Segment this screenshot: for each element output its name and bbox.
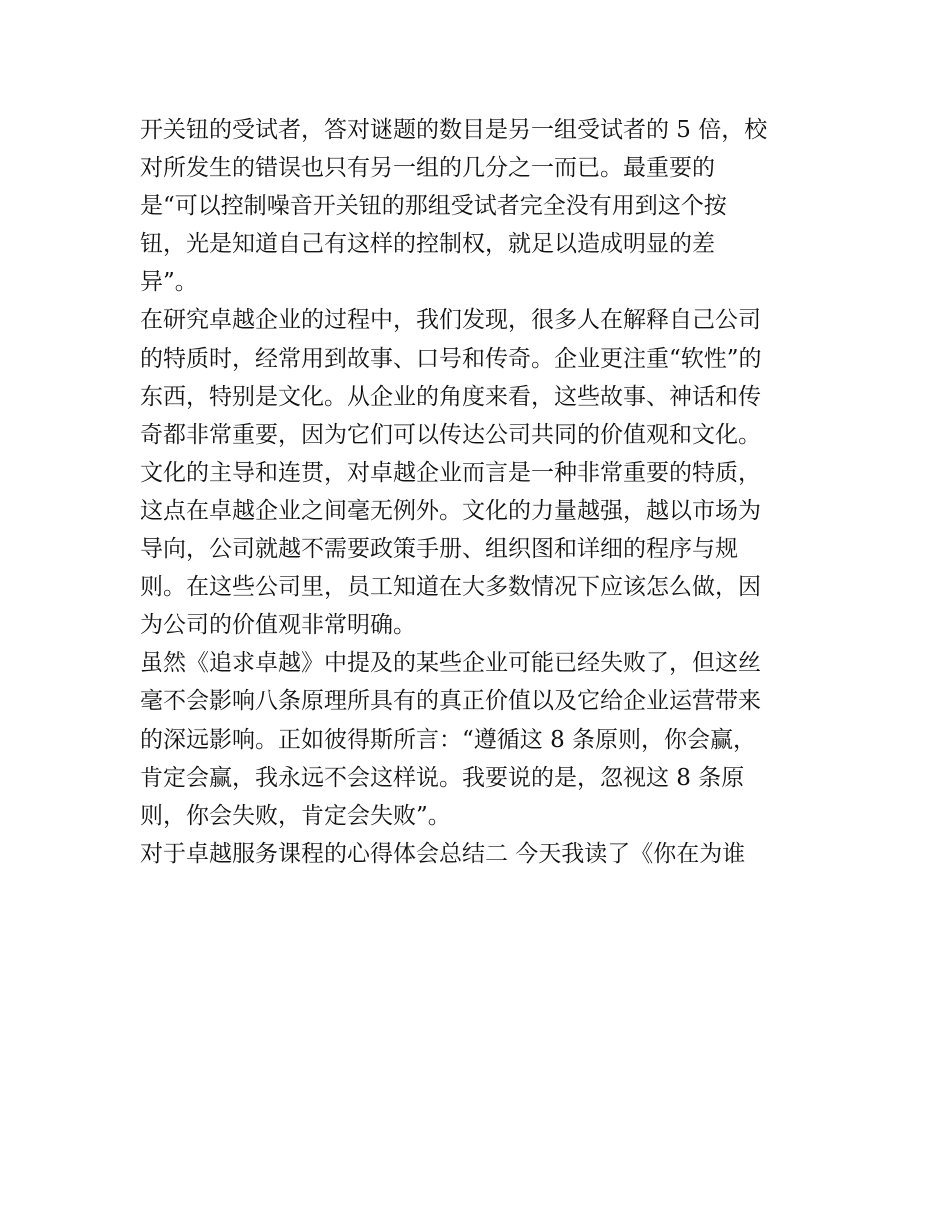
text-line-15: 虽然《追求卓越》中提及的某些企业可能已经失败了，但这丝 (140, 650, 761, 677)
text-line-16: 毫不会影响八条原理所具有的真正价值以及它给企业运营带来 (140, 688, 761, 715)
text-line-8: 东西，特别是文化。从企业的角度来看，这些故事、神话和传 (140, 383, 761, 410)
text-line-14: 为公司的价值观非常明确。 (140, 612, 416, 639)
text-line-1: 开关钮的受试者，答对谜题的数目是另一组受试者的 5 倍，校 (140, 117, 768, 143)
text-line-3: 是“可以控制噪音开关钮的那组受试者完全没有用到这个按 (140, 193, 727, 220)
text-line-5: 异”。 (140, 269, 198, 296)
text-line-2: 对所发生的错误也只有另一组的几分之一而已。最重要的 (140, 155, 715, 182)
text-line-20: 对于卓越服务课程的心得体会总结二 今天我读了《你在为谁 (140, 840, 746, 867)
text-line-12: 导向，公司就越不需要政策手册、组织图和详细的程序与规 (140, 536, 738, 563)
text-line-18: 肯定会赢，我永远不会这样说。我要说的是，忽视这 8 条原 (140, 764, 745, 791)
text-line-7: 的特质时，经常用到故事、口号和传奇。企业更注重“软性”的 (140, 345, 762, 372)
text-line-6: 在研究卓越企业的过程中，我们发现，很多人在解释自己公司 (140, 307, 761, 334)
text-line-13: 则。在这些公司里，员工知道在大多数情况下应该怎么做，因 (140, 574, 761, 601)
text-line-11: 这点在卓越企业之间毫无例外。文化的力量越强，越以市场为 (140, 497, 761, 524)
text-line-9: 奇都非常重要，因为它们可以传达公司共同的价值观和文化。 (140, 421, 761, 448)
body-text (140, 111, 820, 873)
text-line-19: 则，你会失败，肯定会失败”。 (140, 802, 451, 829)
text-line-17: 的深远影响。正如彼得斯所言：“遵循这 8 条原则，你会赢， (140, 726, 757, 753)
text-line-4: 钮，光是知道自己有这样的控制权，就足以造成明显的差 (140, 231, 715, 258)
text-line-10: 文化的主导和连贯，对卓越企业而言是一种非常重要的特质， (140, 459, 761, 486)
